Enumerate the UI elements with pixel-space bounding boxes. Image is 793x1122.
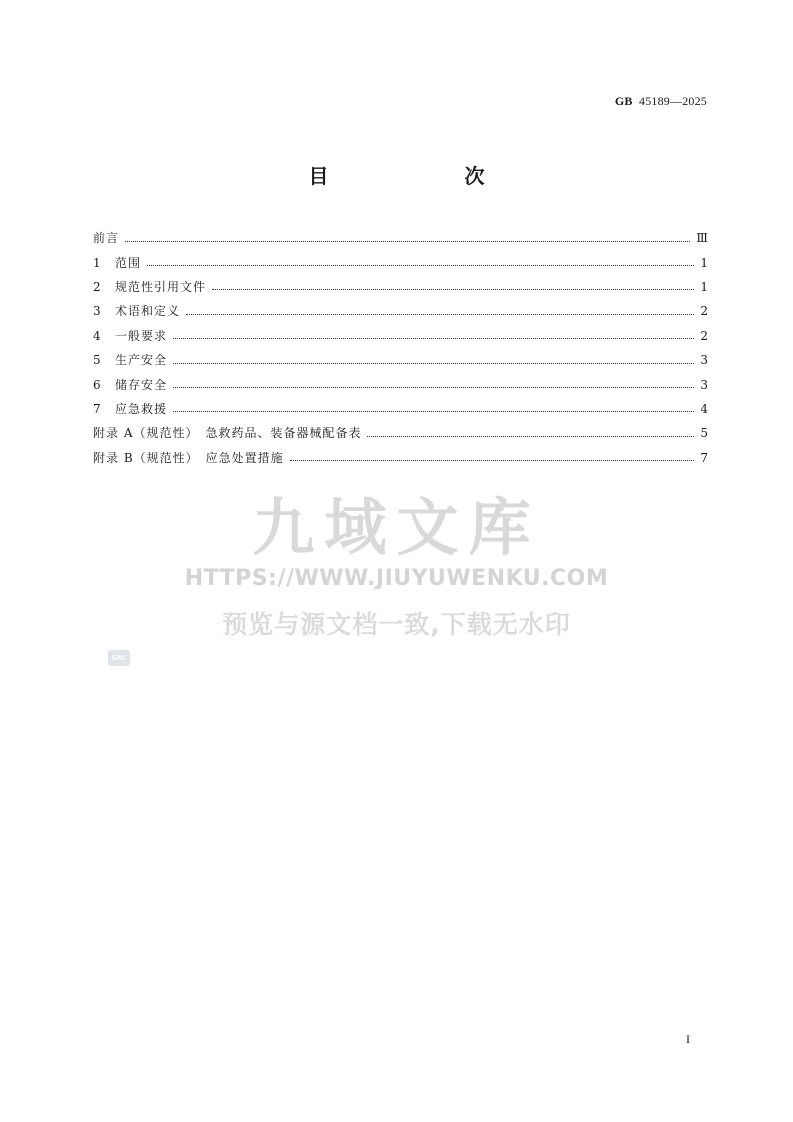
toc-page-number: 2: [700, 304, 708, 319]
toc-label: 附录 B（规范性） 应急处置措施: [93, 450, 284, 465]
toc-label: 规范性引用文件: [115, 279, 207, 294]
toc-section-number: 7: [93, 401, 101, 416]
watermark-url: HTTPS://WWW.JIUYUWENKU.COM: [184, 566, 609, 591]
toc-section-number: 1: [93, 255, 101, 270]
toc-entry-emergency-rescue[interactable]: [93, 397, 708, 421]
standard-prefix: GB: [614, 94, 633, 108]
toc-entry-appendix-b[interactable]: [93, 446, 708, 470]
watermark-title: 九域文库: [252, 491, 541, 564]
page-title: 目 次: [308, 164, 517, 188]
toc-dot-leader: [173, 363, 694, 364]
toc-section-number: 2: [93, 279, 101, 294]
toc-label: 一般要求: [115, 328, 168, 343]
toc-page-number: 7: [700, 450, 708, 465]
toc-entry-terms-definitions[interactable]: [93, 299, 708, 323]
toc-entry-scope[interactable]: [93, 250, 708, 274]
toc-page-number: 1: [700, 255, 708, 270]
toc-dot-leader: [125, 241, 690, 242]
watermark-note: 预览与源文档一致,下载无水印: [222, 610, 571, 639]
toc-entry-general-requirements[interactable]: [93, 324, 708, 348]
toc-dot-leader: [186, 314, 694, 315]
toc-section-number: 5: [93, 353, 101, 368]
toc-label: 附录 A（规范性） 急救药品、装备器械配备表: [93, 426, 362, 441]
toc-dot-leader: [173, 411, 694, 412]
toc-entry-appendix-a[interactable]: [93, 421, 708, 445]
standard-code: 45189—2025: [639, 94, 707, 108]
toc-label: 范围: [115, 255, 142, 270]
toc-dot-leader: [212, 289, 694, 290]
standard-number: [615, 94, 707, 109]
sac-logo-icon: SAC: [108, 650, 130, 666]
toc-section-number: 6: [93, 377, 101, 392]
toc-page-number: 3: [700, 377, 708, 392]
toc-label: 前言: [93, 231, 120, 246]
toc-page-number: 1: [700, 279, 708, 294]
toc-page-number: 3: [700, 353, 708, 368]
toc-page-number: 2: [700, 328, 708, 343]
toc-entry-normative-references[interactable]: [93, 275, 708, 299]
toc-dot-leader: [367, 436, 694, 437]
toc-label: 储存安全: [115, 377, 168, 392]
toc-page-number: 5: [700, 426, 708, 441]
toc-label: 应急救援: [115, 401, 168, 416]
toc-page-number: Ⅲ: [696, 231, 708, 246]
page-number: I: [686, 1032, 690, 1046]
toc-dot-leader: [173, 338, 694, 339]
toc-section-number: 3: [93, 304, 101, 319]
toc-dot-leader: [173, 387, 694, 388]
toc-dot-leader: [147, 265, 694, 266]
toc-page-number: 4: [700, 401, 708, 416]
toc-entry-foreword[interactable]: [93, 226, 708, 250]
toc-dot-leader: [290, 460, 694, 461]
toc-section-number: 4: [93, 328, 101, 343]
toc-label: 生产安全: [115, 353, 168, 368]
table-of-contents: [93, 226, 708, 470]
toc-entry-production-safety[interactable]: [93, 348, 708, 372]
toc-label: 术语和定义: [115, 304, 181, 319]
toc-entry-storage-safety[interactable]: [93, 372, 708, 396]
